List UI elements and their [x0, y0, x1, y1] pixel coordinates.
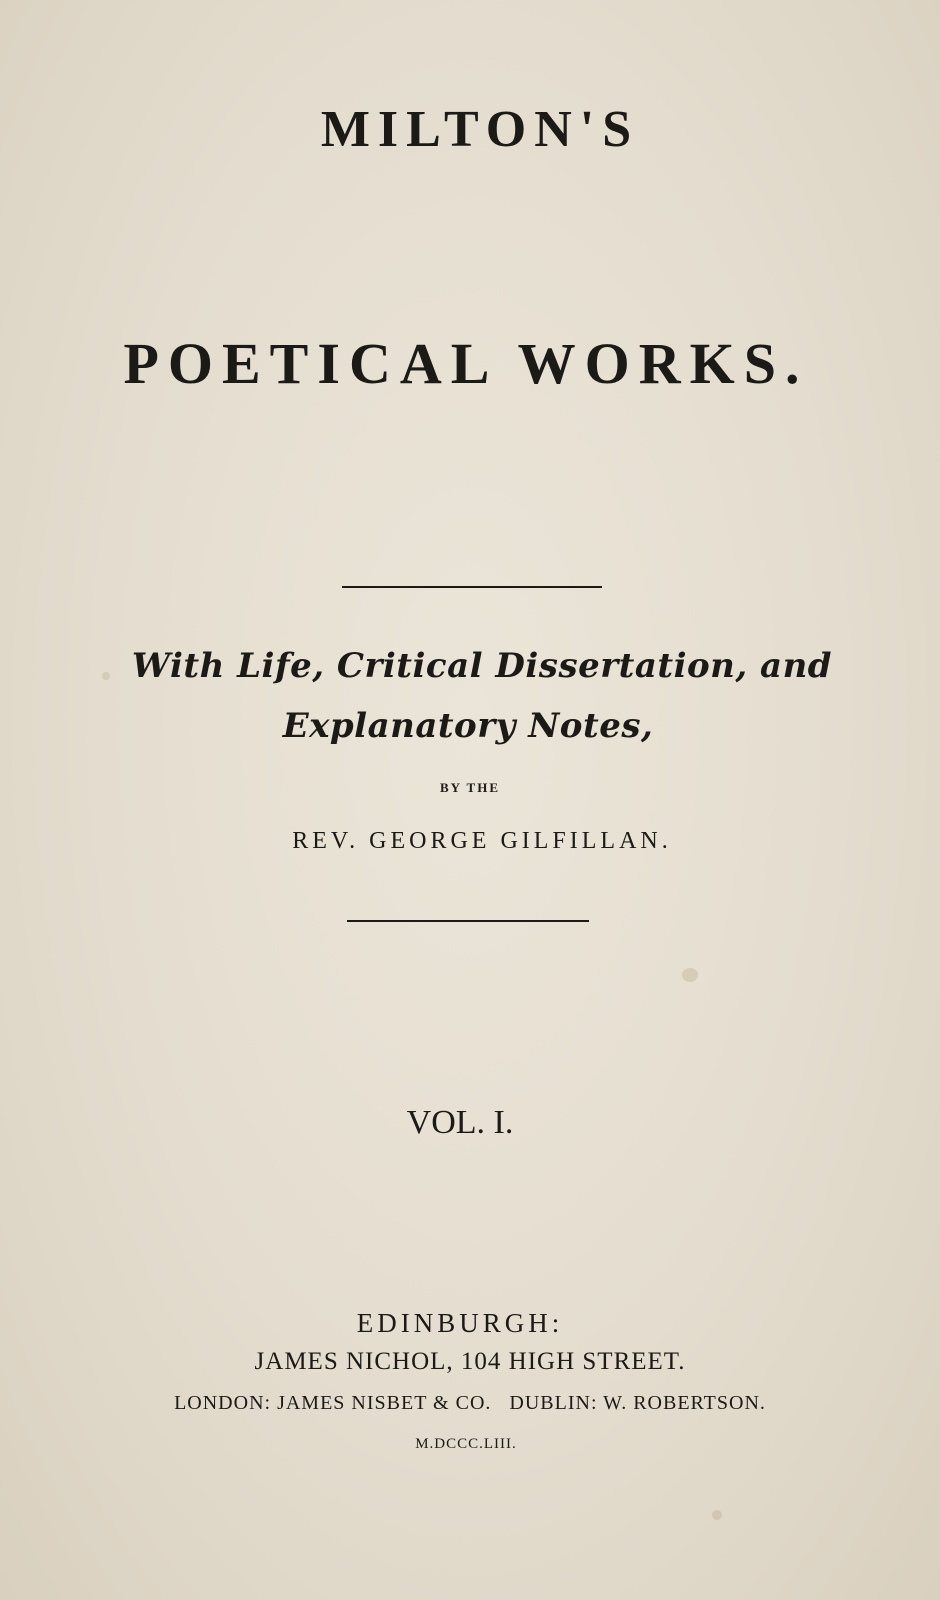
author-name: REV. GEORGE GILFILLAN.	[292, 828, 672, 854]
title-line-2: POETICAL WORKS.	[123, 331, 809, 396]
imprint-year: M.DCCC.LIII.	[415, 1436, 517, 1452]
volume-number: VOL. I.	[406, 1104, 514, 1141]
imprint-dublin-agent: DUBLIN: W. ROBERTSON.	[509, 1392, 766, 1414]
imprint-agents	[0, 1392, 940, 1415]
title-line-1: MILTON'S	[320, 101, 640, 158]
divider-rule-top	[342, 586, 602, 588]
divider-rule-bottom	[347, 920, 589, 922]
by-the-label: BY THE	[439, 780, 501, 795]
subtitle-line-1: With Life, Critical Dissertation, and	[131, 646, 833, 686]
foxing-spot	[712, 1510, 722, 1520]
subtitle-line-2: Explanatory Notes,	[282, 706, 654, 746]
imprint-london-agent: LONDON: JAMES NISBET & CO.	[174, 1392, 492, 1414]
imprint-city: EDINBURGH:	[356, 1308, 564, 1338]
foxing-spot	[682, 968, 698, 982]
imprint-publisher: JAMES NICHOL, 104 HIGH STREET.	[254, 1348, 686, 1375]
